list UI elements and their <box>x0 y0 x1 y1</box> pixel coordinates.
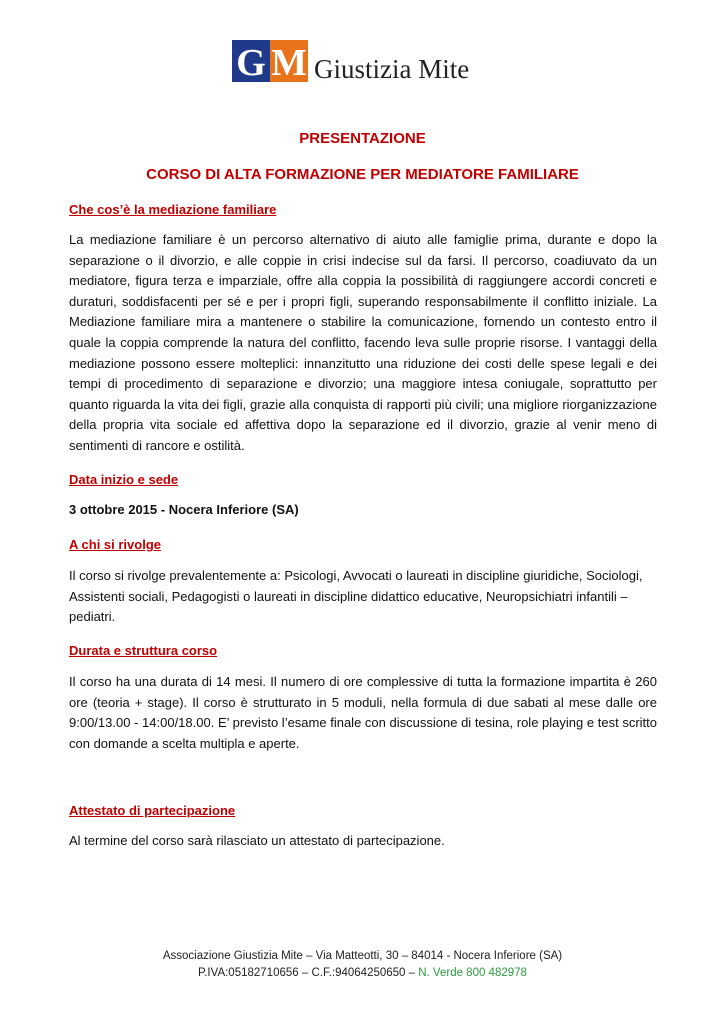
footer-address: Associazione Giustizia Mite – Via Matteotti, 30 – 84014 - Nocera Inferiore (SA) <box>162 950 563 962</box>
svg-text:M: M <box>271 42 307 82</box>
footer-toll-free: N. Verde 800 482978 <box>418 967 527 979</box>
title-presentazione: PRESENTAZIONE <box>299 130 426 147</box>
footer-tax-ids: P.IVA:05182710656 – C.F.:94064250650 – <box>198 967 419 979</box>
heading-attestato: Attestato di partecipazione <box>69 803 236 818</box>
paragraph-destinatari: Il corso si rivolge prevalentemente a: Psicologi, Avvocati o laureati in discipline giuridiche, Sociologi, Assistenti sociali, Pedagogisti o laureati in discipline didattico educative, Neuropsichiatri infantili – pediatri. <box>69 568 643 625</box>
footer <box>0 948 725 982</box>
heading-destinatari: A chi si rivolge <box>69 537 161 552</box>
svg-text:G: G <box>236 42 266 82</box>
date-location: 3 ottobre 2015 - Nocera Inferiore (SA) <box>69 502 299 517</box>
paragraph-mediazione: La mediazione familiare è un percorso alternativo di aiuto alle famiglie prima, durante e dopo la separazione o il divorzio, e alle coppie in crisi indecise sul da farsi. Il percorso, coadiuvato da un mediatore, figura terza e imparziale, offre alla coppia la possibilità di raggiungere accordi concreti e duraturi, soddisfacenti per sé e per i propri figli, superando responsabilmente il conflitto iniziale. La Mediazione familiare mira a mantenere o stabilire la comunicazione, fornendo un contesto entro il quale la coppia comprende la natura del conflitto, facendo leva sulle proprie risorse. I vantaggi della mediazione possono essere molteplici: innanzitutto una riduzione dei costi delle spese legali e dei tempi di procedimento di separazione e divorzio; una maggiore intesa coniugale, soprattutto per quanto riguarda la vita dei figli, grazie alla conquista di rapporti più civili; una migliore riorganizzazione della propria vita sociale ed affettiva dopo la separazione ed il divorzio, grazie al venir meno di sentimenti di rancore e ostilità. <box>69 232 657 453</box>
paragraph-attestato: Al termine del corso sarà rilasciato un attestato di partecipazione. <box>69 833 445 848</box>
logo-name: Giustizia Mite <box>314 54 470 84</box>
paragraph-durata: Il corso ha una durata di 14 mesi. Il numero di ore complessive di tutta la formazione impartita è 260 ore (teoria + stage). Il corso è strutturato in 5 moduli, nella formula di due sabati al mese dalle ore 9:00/13.00 - 14:00/18.00. E’ previsto l’esame finale con discussione di tesina, role playing e test scritto con domande a scelta multipla e aperte. <box>69 674 657 751</box>
gm-logo-icon <box>232 40 308 82</box>
heading-mediazione: Che cos’è la mediazione familiare <box>69 202 277 217</box>
heading-durata: Durata e struttura corso <box>69 643 218 658</box>
heading-data-sede: Data inizio e sede <box>69 472 179 487</box>
footer-fiscal <box>0 965 725 982</box>
title-corso: CORSO DI ALTA FORMAZIONE PER MEDIATORE FAMILIARE <box>146 166 579 183</box>
